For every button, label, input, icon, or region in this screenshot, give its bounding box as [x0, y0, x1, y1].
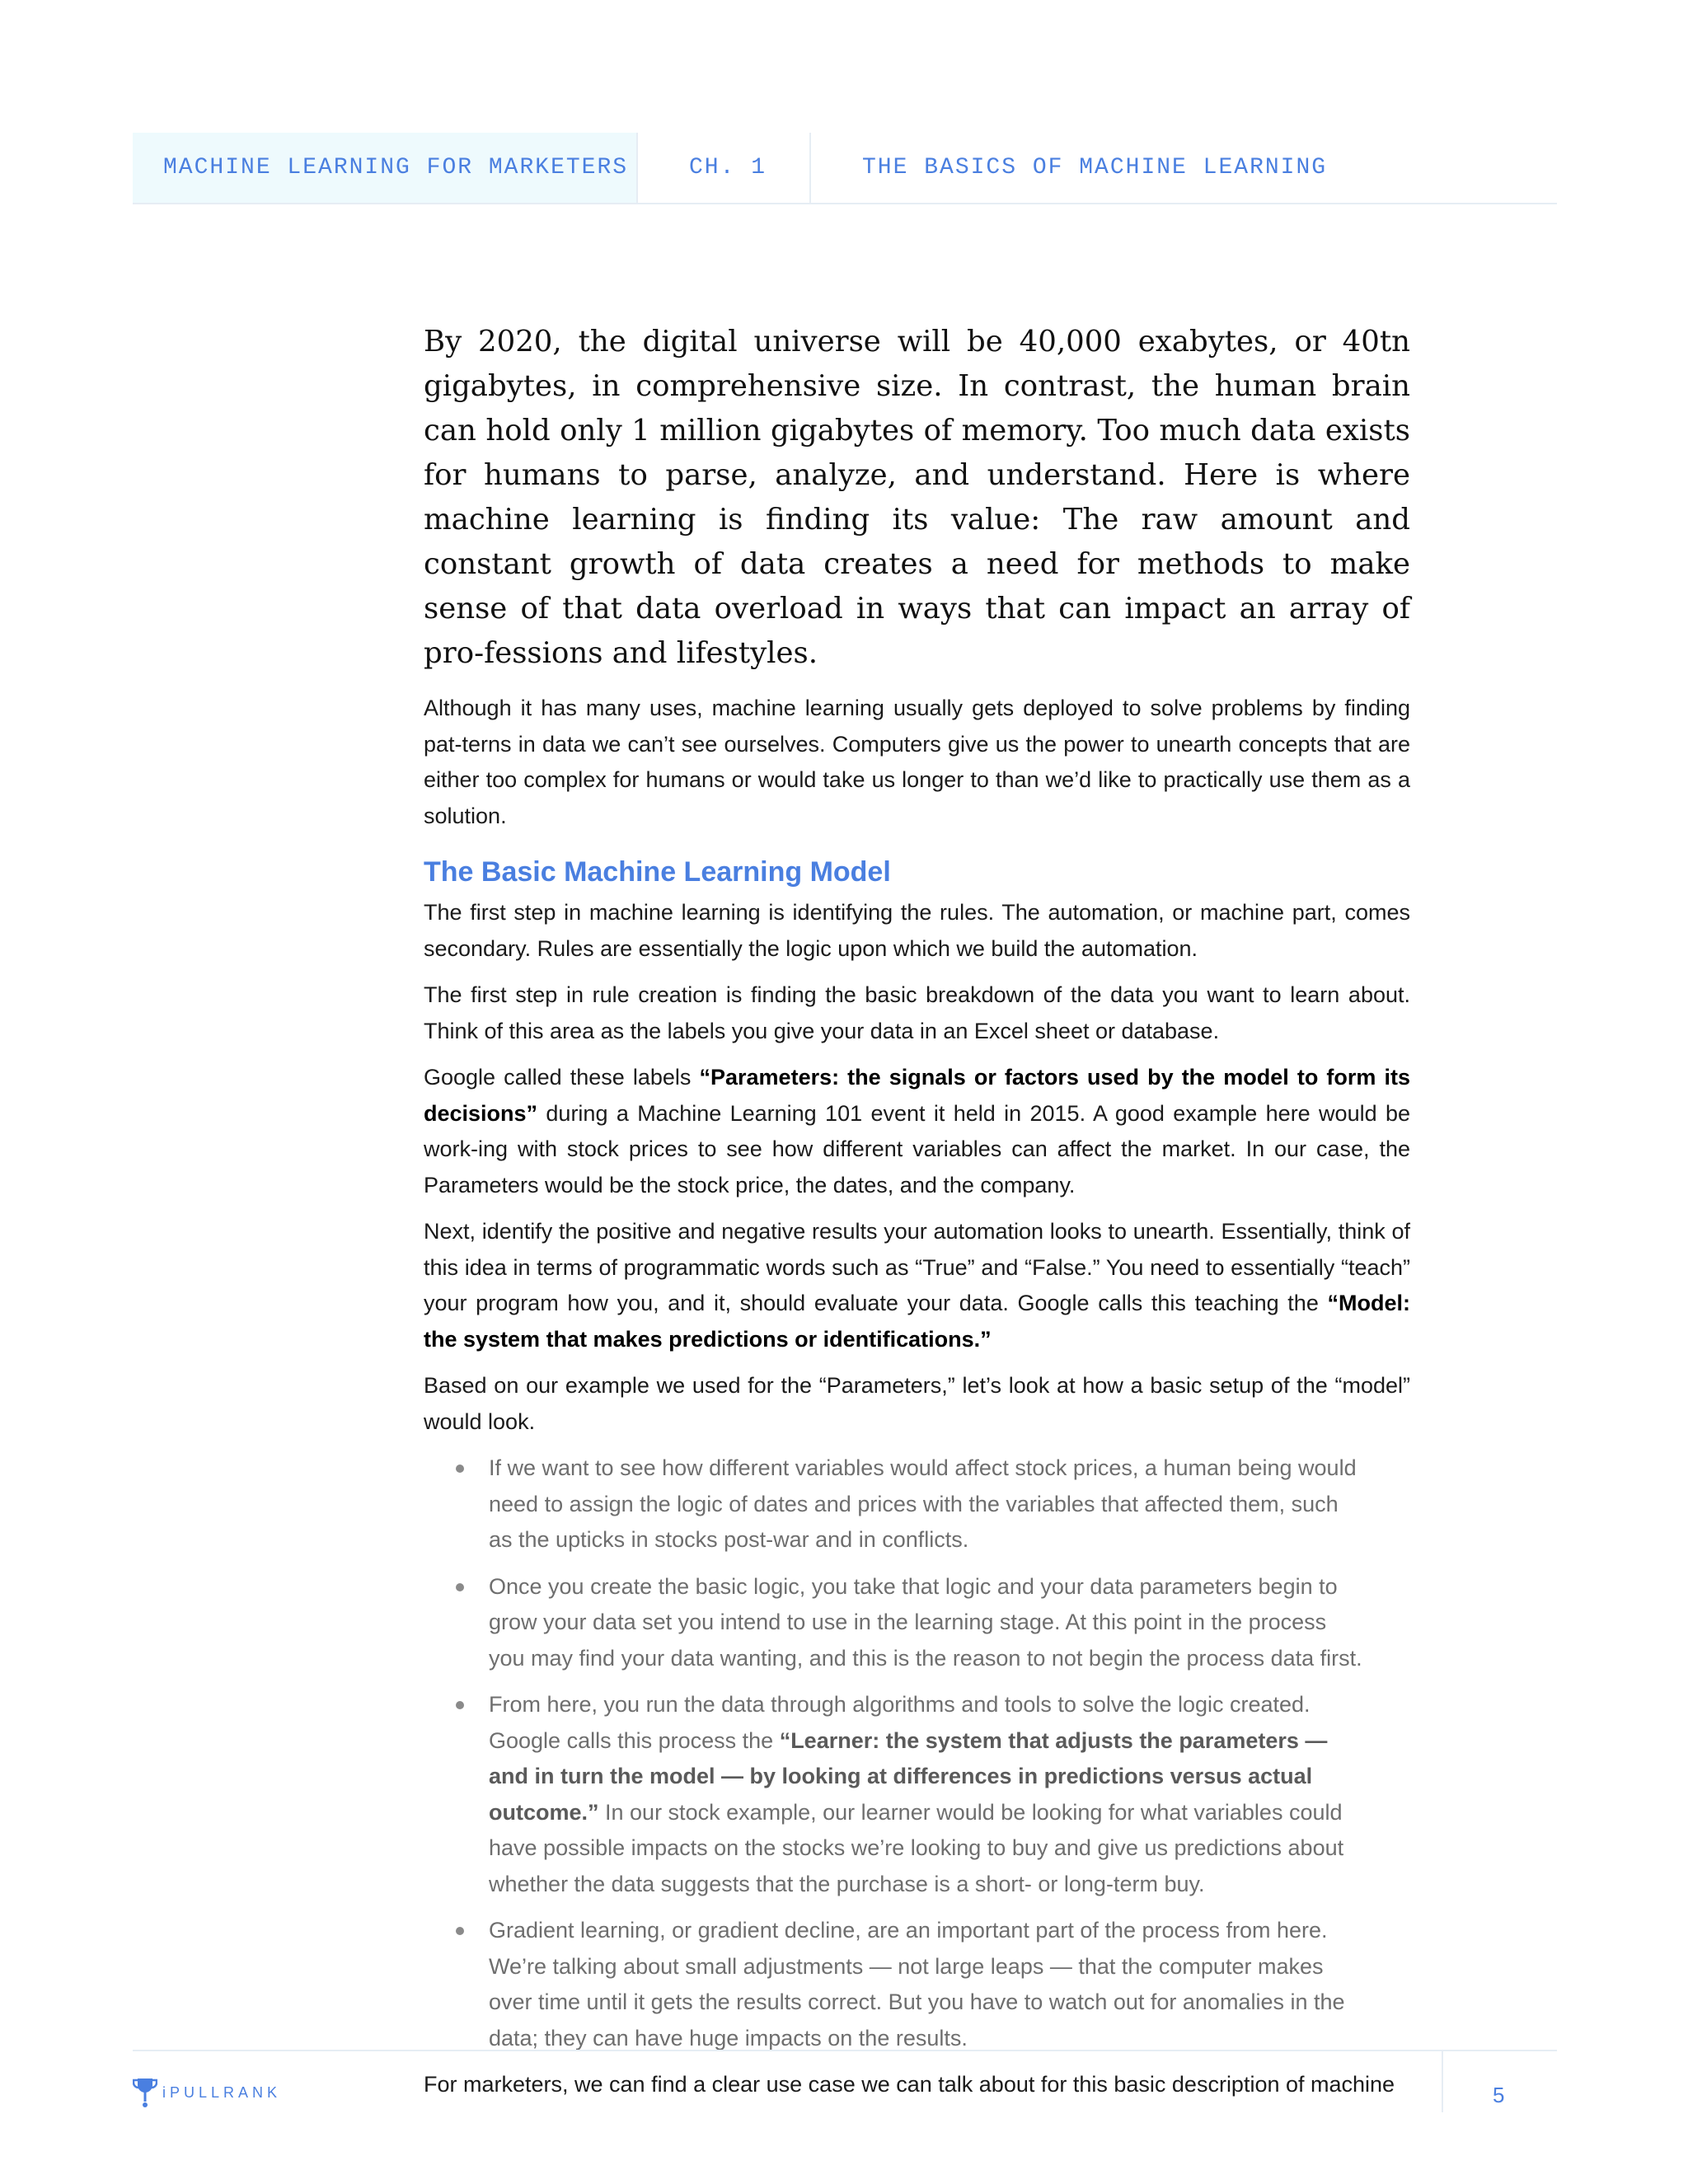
- learner-definition: “Learner: the system that adjusts the parameters — and in turn the model — by looking at differences in predictions versus actual outcome.”: [489, 1727, 1328, 1825]
- header-book-title: [133, 133, 638, 203]
- page-body: [424, 320, 1410, 2114]
- paragraph-parameters: [424, 1060, 1410, 1203]
- paragraph-rule-creation: The first step in rule creation is finding the basic breakdown of the data you want to learn about. Think of this area as the labels you give your data in an Excel sheet or database.: [424, 982, 1410, 1043]
- trophy-icon: [133, 2076, 157, 2109]
- logo-wordmark: iPULLRANK: [162, 2083, 282, 2101]
- page-footer: [133, 2050, 1557, 2114]
- list-item: [489, 1687, 1362, 1902]
- parameters-definition: “Parameters: the signals or factors used by the model to form its decisions”: [424, 1065, 1410, 1126]
- ipullrank-logo: [133, 2076, 281, 2109]
- paragraph-rules: The first step in machine learning is identifying the rules. The automation, or machine part, comes secondary. Rules are essentially the logic upon which we build the automation.: [424, 900, 1410, 961]
- list-item: [489, 1569, 1362, 1677]
- header-chapter-number: [638, 133, 811, 203]
- list-item-text: Gradient learning, or gradient decline, are an important part of the process from here. We’re talking about small adjustments — not large leaps — that the computer makes over time until it gets the results correct. But you have to watch out for anomalies in the data; they can have huge impacts on the results.: [489, 1918, 1345, 2050]
- chapter-title-text: THE BASICS OF MACHINE LEARNING: [862, 155, 1328, 180]
- learner-text-before: From here, you run the data through algorithms and tools to solve the logic created. Google calls this process the: [489, 1692, 1311, 1753]
- list-item-text: Once you create the basic logic, you take that logic and your data parameters begin to grow your data set you intend to use in the learning stage. At this point in the process you may find your data wanting, and this is the reason to not begin the process data first.: [489, 1573, 1362, 1671]
- running-header: [133, 133, 1557, 204]
- page-number: 5: [1493, 2083, 1505, 2107]
- bullet-icon: [456, 1465, 464, 1473]
- lead-paragraph: By 2020, the digital universe will be 40,000 exabytes, or 40tn gigabytes, in comprehensive size. In contrast, the human brain can hold only 1 million gigabytes of memory. Too much data exists for humans to parse, analyze, and understand. Here is where machine learning is finding its value: The raw amount and constant growth of data creates a need for methods to make sense of that data overload in ways that can impact an array of pro-fessions and lifestyles.: [424, 325, 1410, 670]
- chapter-number-text: CH. 1: [689, 155, 767, 180]
- paragraph-model: [424, 1214, 1410, 1357]
- list-item-text: If we want to see how different variables would affect stock prices, a human being would need to assign the logic of dates and prices with the variables that affected them, such as the upticks in stocks post-war and in conflicts.: [489, 1455, 1357, 1552]
- bullet-icon: [456, 1701, 464, 1709]
- footer-divider: [1442, 2051, 1443, 2112]
- bullet-icon: [456, 1583, 464, 1591]
- paragraph-marketers: For marketers, we can find a clear use case we can talk about for this basic description of machine: [424, 2072, 1395, 2097]
- paragraph-example-intro: Based on our example we used for the “Parameters,” let’s look at how a basic setup of the “model” would look.: [424, 1373, 1410, 1434]
- model-text-before: Next, identify the positive and negative results your automation looks to unearth. Essentially, think of this idea in terms of programmatic words such as “True” and “False.” You need to essentially “teach” your program how you, and it, should evaluate your data. Google calls this teaching the: [424, 1219, 1410, 1315]
- parameters-text-after: during a Machine Learning 101 event it held in 2015. A good example here would be work-ing with stock prices to see how different variables can affect the market. In our case, the Parameters would be the stock price, the dates, and the company.: [424, 1100, 1410, 1197]
- list-item: [489, 1913, 1362, 2056]
- list-item: [489, 1451, 1362, 1558]
- learner-text-after: In our stock example, our learner would be looking for what variables could have possible impacts on the stocks we’re looking to buy and give us predictions about whether the data suggests that the purchase is a short- or long-term buy.: [489, 1799, 1344, 1896]
- parameters-text-before: Google called these labels: [424, 1065, 700, 1090]
- bullet-icon: [456, 1927, 464, 1935]
- model-steps-list: [424, 1451, 1362, 2056]
- book-title-text: MACHINE LEARNING FOR MARKETERS: [163, 155, 629, 180]
- intro-paragraph: Although it has many uses, machine learning usually gets deployed to solve problems by finding pat-terns in data we can’t see ourselves. Computers give us the power to unearth concepts that are either too complex for humans or would take us longer to than we’d like to practically use them as a solution.: [424, 696, 1410, 828]
- header-chapter-title: [811, 133, 1327, 203]
- model-definition: “Model: the system that makes predictions or identifications.”: [424, 1291, 1410, 1352]
- section-heading: The Basic Machine Learning Model: [424, 856, 891, 888]
